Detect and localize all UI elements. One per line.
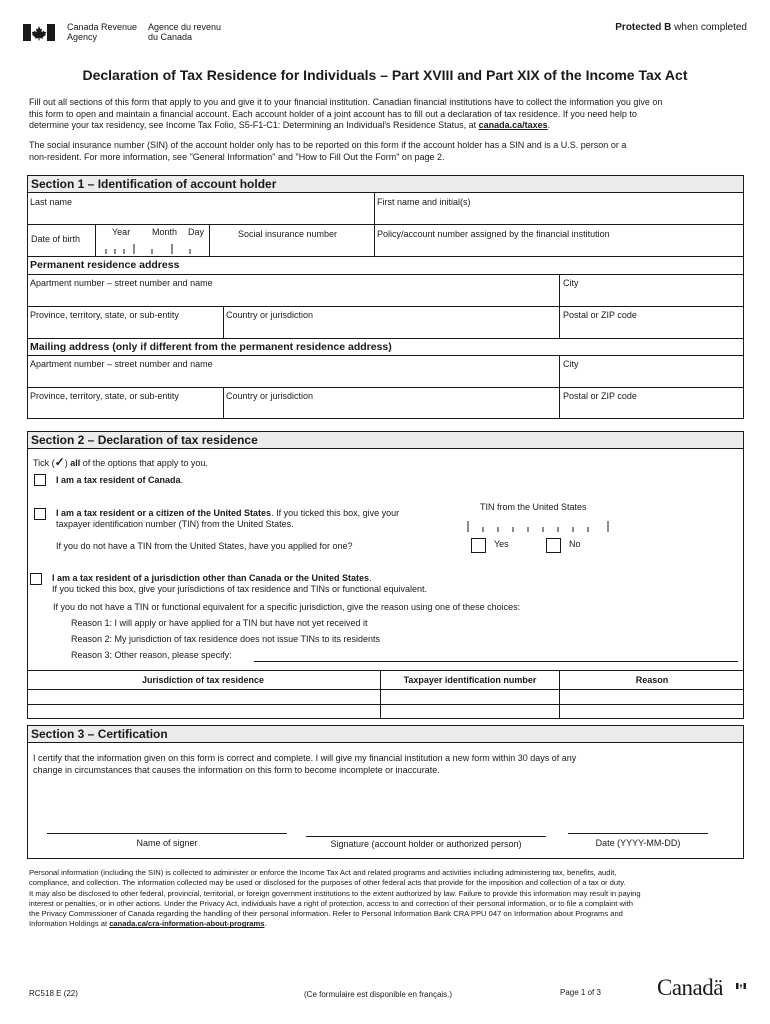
applied-yes-checkbox[interactable] (471, 538, 486, 553)
mail-postal-label: Postal or ZIP code (563, 391, 637, 401)
privacy-line (29, 919, 749, 929)
cert-line1: I certify that the information given on this form is correct and complete. I will give my financial institution a new form within 30 days of any (33, 753, 577, 763)
us-resident-label (56, 508, 399, 530)
date-of-birth-field[interactable] (96, 238, 209, 255)
reason-2: Reason 2: My jurisdiction of tax residence does not issue TINs to its residents (71, 634, 380, 644)
protected-b-bold: Protected B (615, 22, 672, 33)
perm-city-label: City (563, 278, 579, 288)
name-signer-field[interactable] (47, 833, 287, 834)
last-name-field[interactable] (30, 208, 370, 224)
section3-heading: Section 3 – Certification (27, 725, 744, 743)
other-jurisdiction-line2: If you ticked this box, give your jurisdictions of tax residence and TINs or functional equivalent. (52, 584, 428, 594)
intro-text: . (547, 120, 551, 130)
intro-line (29, 120, 744, 132)
applied-no-checkbox[interactable] (546, 538, 561, 553)
jurisdiction-row2-field[interactable] (28, 705, 379, 718)
name-signer-label: Name of signer (136, 838, 198, 848)
canada-wordmark-flag-icon (736, 976, 746, 982)
mail-city-field[interactable] (563, 371, 739, 385)
privacy-notice (29, 868, 749, 930)
signature-label: Signature (account holder or authorized person) (330, 839, 522, 849)
no-tin-instruction: If you do not have a TIN or functional equivalent for a specific jurisdiction, give the reason using one of these choices: (53, 602, 521, 612)
col-jurisdiction-header: Jurisdiction of tax residence (141, 675, 265, 685)
other-jurisdiction-line1 (52, 573, 427, 584)
perm-city-field[interactable] (563, 290, 739, 304)
privacy-line: compliance, and collection. The information collected may be used or disclosed for the purposes of other federal acts that provide for the imposition and collection of a tax or duty. (29, 878, 626, 888)
us-resident-line2: taxpayer identification number (TIN) from the United States. (56, 519, 294, 529)
cert-line2: change in circumstances that causes the information on this form to become incomplete or inaccurate. (33, 765, 440, 775)
government-flag-logo (23, 24, 55, 41)
perm-apartment-field[interactable] (30, 290, 555, 304)
perm-province-field[interactable] (30, 322, 220, 336)
protected-b-label (615, 22, 747, 33)
reason-row1-field[interactable] (560, 690, 743, 704)
cra-info-link[interactable]: canada.ca/cra-information-about-programs (109, 919, 265, 929)
reason-row2-field[interactable] (560, 705, 743, 718)
mailing-address-heading: Mailing address (only if different from the permanent residence address) (30, 341, 392, 353)
tick-text: Tick ( (33, 458, 55, 468)
tick-text: ) (64, 458, 71, 468)
section1-heading: Section 1 – Identification of account holder (27, 175, 744, 193)
other-jurisdiction-label (52, 573, 427, 595)
tin-us-label: TIN from the United States (480, 502, 587, 512)
mail-country-field[interactable] (226, 403, 556, 417)
us-resident-line1 (56, 508, 399, 519)
form-id: RC518 E (22) (29, 989, 78, 998)
perm-postal-field[interactable] (563, 322, 739, 336)
canada-resident-label (56, 475, 183, 485)
yes-label: Yes (494, 539, 509, 549)
privacy-text: Information Holdings at (29, 919, 110, 929)
policy-number-field[interactable] (377, 240, 739, 255)
page-number: Page 1 of 3 (560, 988, 601, 997)
us-resident-rest: . If you ticked this box, give your (271, 508, 400, 518)
mail-postal-field[interactable] (563, 403, 739, 417)
tin-us-field[interactable] (467, 515, 610, 533)
privacy-line: interest or penalties, or in other actions. Under the Privacy Act, individuals have a right of protection, access to and correction of their personal information, or to file a complaint with (29, 898, 634, 908)
agency-fr-line2: du Canada (148, 32, 193, 42)
perm-province-label: Province, territory, state, or sub-entity (30, 310, 179, 320)
protected-b-rest: when completed (671, 22, 747, 33)
year-label: Year (112, 227, 131, 237)
sin-paragraph (29, 140, 744, 163)
col-tin-header: Taxpayer identification number (403, 675, 537, 685)
agency-en-line2: Agency (67, 32, 98, 42)
other-jurisdiction-bold: I am a tax resident of a jurisdiction other than Canada or the United States (52, 573, 370, 583)
sin-line: The social insurance number (SIN) of the account holder only has to be reported on this form if the account holder has a SIN and is a U.S. person or a (29, 140, 627, 150)
signature-field[interactable] (306, 836, 546, 837)
other-reason-line[interactable] (254, 661, 738, 662)
date-label: Date (YYYY-MM-DD) (595, 838, 681, 848)
perm-postal-label: Postal or ZIP code (563, 310, 637, 320)
punct: . (369, 573, 372, 583)
date-of-birth-label: Date of birth (31, 234, 81, 244)
sin-field[interactable] (211, 240, 373, 255)
canada-taxes-link[interactable]: canada.ca/taxes (478, 120, 548, 130)
privacy-line: the Privacy Commissioner of Canada regarding the handling of their personal information. Refer to Personal Information Bank CRA PPU 047 on Information about Programs and (29, 909, 623, 919)
us-resident-bold: I am a tax resident or a citizen of the United States (56, 508, 272, 518)
permanent-address-heading: Permanent residence address (30, 259, 180, 271)
mail-apartment-field[interactable] (30, 371, 555, 385)
section2-heading: Section 2 – Declaration of tax residence (27, 431, 744, 449)
agency-fr-line1: Agence du revenu (148, 22, 222, 32)
checkmark-icon: ✓ (54, 455, 65, 469)
perm-apartment-label: Apartment number – street number and name (30, 278, 213, 288)
tick-text: of the options that apply to you. (80, 458, 208, 468)
mail-apartment-label: Apartment number – street number and name (30, 359, 213, 369)
intro-line: this form to open and maintain a financial account. Each account holder of a joint account has to fill out a declaration of tax residence. If you need help to (29, 108, 637, 119)
intro-line: Fill out all sections of this form that apply to you and give it to your financial institution. Canadian financial institutions have to collect the information you give on (29, 97, 663, 107)
tin-row1-field[interactable] (381, 690, 558, 704)
mail-country-label: Country or jurisdiction (226, 391, 314, 401)
policy-number-label: Policy/account number assigned by the financial institution (377, 229, 610, 239)
page-title: Declaration of Tax Residence for Individuals – Part XVIII and Part XIX of the Income Tax Act (82, 67, 688, 83)
sin-line: non-resident. For more information, see "General Information" and "How to Fill Out the Form" on page 2. (29, 151, 445, 162)
privacy-text: . (264, 919, 267, 929)
canada-resident-text: I am a tax resident of Canada (56, 475, 181, 485)
perm-country-label: Country or jurisdiction (226, 310, 314, 320)
first-name-field[interactable] (377, 208, 739, 224)
tick-instructions (33, 455, 208, 469)
us-resident-checkbox[interactable] (34, 508, 46, 520)
sin-label: Social insurance number (238, 229, 338, 239)
certification-text (33, 752, 576, 776)
agency-name-english (67, 22, 137, 42)
reason-1: Reason 1: I will apply or have applied for a TIN but have not yet received it (71, 618, 368, 628)
no-label: No (569, 539, 581, 549)
col-reason-header: Reason (635, 675, 669, 685)
privacy-line: Personal information (including the SIN) is collected to administer or enforce the Income Tax Act and related programs and activities including administering tax, benefits, audit, (29, 868, 617, 877)
perm-country-field[interactable] (226, 322, 556, 336)
mail-province-field[interactable] (30, 403, 220, 417)
canada-wordmark: Canadä (657, 975, 723, 1000)
applied-tin-question: If you do not have a TIN from the United States, have you applied for one? (56, 541, 353, 551)
tin-row2-field[interactable] (381, 705, 558, 718)
punct: . (180, 475, 184, 485)
other-jurisdiction-checkbox[interactable] (30, 573, 42, 585)
tick-all-bold: all (70, 458, 81, 468)
month-label: Month (152, 227, 178, 237)
mail-province-label: Province, territory, state, or sub-entity (30, 391, 179, 401)
agency-en-line1: Canada Revenue (67, 22, 138, 32)
canada-resident-checkbox[interactable] (34, 474, 46, 486)
agency-name-french (148, 22, 221, 42)
day-label: Day (188, 227, 205, 237)
french-availability: (Ce formulaire est disponible en français.) (304, 990, 453, 999)
jurisdiction-row1-field[interactable] (28, 690, 379, 704)
last-name-label: Last name (30, 197, 73, 207)
intro-paragraph (29, 97, 744, 132)
mail-city-label: City (563, 359, 579, 369)
reason-3: Reason 3: Other reason, please specify: (71, 650, 232, 660)
privacy-line: It may also be disclosed to other federal, provincial, territorial, or foreign government institutions to the extent authorized by law. Failure to provide this information may result in paying (29, 888, 641, 898)
first-name-label: First name and initial(s) (377, 197, 471, 207)
date-field[interactable] (568, 833, 708, 834)
intro-text: determine your tax residency, see Income Tax Folio, S5-F1-C1: Determining an Individual's Residence Status, at (29, 120, 479, 130)
